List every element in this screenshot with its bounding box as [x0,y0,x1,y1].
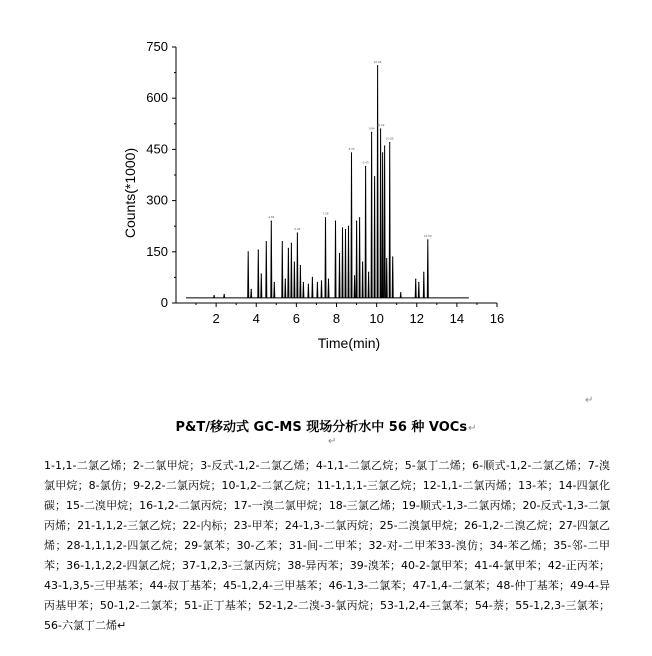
peak-point [356,220,357,221]
legend-item: 43-1,3,5-三甲基苯； [44,579,150,592]
peak-point [365,166,366,167]
legend-item: 4-1,1-二氯乙烷； [315,459,405,472]
x-tick-label: 10 [369,311,384,326]
peak-label: 10.06 [373,59,382,64]
legend-item: 45-1,2,4-三甲基苯； [223,579,329,592]
peak-point [351,152,352,153]
peak-point [348,226,349,227]
caption-text: P&T/移动式 GC-MS 现场分析水中 56 种 VOCs [175,420,468,435]
legend-item: 7-溴氯甲烷； [44,459,610,492]
peak-label: 6.03 [294,227,301,232]
legend-item: 54-萘； [474,599,516,612]
peak-point [415,279,416,280]
x-axis-label: Time(min) [317,335,381,351]
peak-point [312,277,313,278]
peak-point [374,176,375,177]
peak-point [392,256,393,257]
peak-point [359,217,360,218]
peak-point [362,261,363,262]
peak-point [214,295,215,296]
peak-label: 8.79 [348,146,355,151]
peak-label: 12.53 [424,233,432,238]
peak-label: 9.84 [368,126,375,131]
legend-item: 17-一溴二氯甲烷； [233,499,329,512]
peak-point [339,253,340,254]
peak-point [285,279,286,280]
legend-item: 28-1,1,1,2-四氯乙烷； [66,539,185,552]
peak-point [294,261,295,262]
peak-point [371,132,372,133]
peak-point [271,220,272,221]
y-tick-label: 150 [146,243,168,259]
legend-item: 41-4-氯甲苯； [474,559,548,572]
legend-item: 24-1,3-二氯丙烷； [284,519,380,532]
peak-point [297,232,298,233]
peak-point [303,282,304,283]
peak-point [266,241,267,242]
legend-item: 40-2-氯甲苯； [401,559,475,572]
peak-point [248,251,249,252]
legend-item: 20-反式-1,3-二氯丙烯； [44,499,611,532]
legend-item: 13-苯； [518,479,559,492]
legend-item: 53-1,2,4-三氯苯； [380,599,475,612]
peak-point [328,279,329,280]
legend-item: 29-氯苯； [184,539,237,552]
legend-item: 39-溴苯； [349,559,402,572]
legend-item: 56-六氯丁二烯↵ [44,619,127,632]
peak-point [274,282,275,283]
trace-line [186,66,469,298]
peak-label: 7.28 [322,211,329,216]
legend-item: 32-对-二甲苯 [368,539,438,552]
legend-item: 10-1,2-二氯乙烷； [221,479,317,492]
peak-point [345,229,346,230]
y-tick-label: 600 [146,90,168,106]
y-tick-label: 300 [146,192,168,208]
legend-item: 5-氯丁二烯； [404,459,473,472]
peak-point [261,273,262,274]
legend-item: 11-1,1,1-三氯乙烷； [316,479,423,492]
x-tick-label: 2 [212,311,220,326]
peak-point [380,128,381,129]
peak-label: 9.43 [362,160,369,165]
peak-point [423,272,424,273]
legend-item: 15-二溴甲烷； [66,499,140,512]
peak-label: 10.65 [385,136,394,141]
peak-point [377,65,378,66]
legend-item: 18-三氯乙烯； [328,499,402,512]
peak-point [317,282,318,283]
peak-point [291,243,292,244]
legend-item: 19-顺式-1,3-二氯丙烯； [401,499,523,512]
legend-item: 12-1,1-二氯丙烯； [422,479,519,492]
legend-item: 46-1,3-二氯苯； [328,579,413,592]
peak-point [368,272,369,273]
peak-point [288,248,289,249]
peak-label: 4.63 [268,215,275,220]
legend-item: 8-氯仿； [88,479,134,492]
x-tick-label: 16 [489,311,505,326]
legend-item: 27-四氯乙烯； [44,519,611,552]
peak-point [427,239,428,240]
peak-labels [268,60,431,238]
legend-item: 55-1,2,3-三氯苯； [515,599,610,612]
legend-item: 3-反式-1,2-二氯乙烯； [200,459,316,472]
legend-item: 44-叔丁基苯； [149,579,224,592]
legend-item: 14-四氯化碳； [44,479,611,512]
peak-point [251,289,252,290]
y-tick-label: 450 [146,141,168,157]
chromatogram-trace [186,65,469,298]
peak-point [282,241,283,242]
legend-item: 52-1,2-二溴-3-氯丙烷； [258,599,381,612]
legend-item: 34-苯乙烯； [489,539,554,552]
legend-item: 42-正丙苯； [547,559,611,572]
peak-point [354,275,355,276]
peak-point [386,258,387,259]
peak-point [308,284,309,285]
legend-item: 38-异丙苯； [287,559,350,572]
y-axis-label: Counts(*1000) [122,147,138,239]
legend-item: 49-4-异丙基甲苯； [44,579,611,612]
peak-point [342,227,343,228]
x-tick-label: 4 [252,311,260,326]
legend-item: 1-1,1-二氯乙烯； [44,459,133,472]
x-tick-label: 12 [409,311,424,326]
legend-item: 51-正丁基苯； [184,599,259,612]
legend-item: 21-1,1,2-三氯乙烷； [77,519,183,532]
peak-point [321,280,322,281]
peak-point [400,292,401,293]
peak-point [389,142,390,143]
peak-point [384,145,385,146]
legend-item: 23-甲苯； [233,519,285,532]
peak-point [325,217,326,218]
x-tick-label: 14 [449,311,465,326]
peak-point [224,294,225,295]
legend-item: 33-溴仿； [437,539,490,552]
legend-item: 31-间-二甲苯； [288,539,369,552]
x-tick-label: 6 [292,311,300,326]
x-tick-label: 8 [332,311,341,326]
legend-item: 37-1,2,3-三氯丙烷； [182,559,288,572]
legend-item: 6-顺式-1,2-二氯乙烯； [472,459,588,472]
peak-label: 10.22 [376,122,385,127]
legend-item: 26-1,2-二溴乙烷； [464,519,559,532]
legend-item: 2-二氯甲烷； [132,459,201,472]
peak-point [300,265,301,266]
compound-legend [44,456,610,636]
legend-item: 50-1,2-二氯苯； [99,599,185,612]
legend-item: 48-仲丁基苯； [496,579,570,592]
legend-item: 25-二溴氯甲烷； [379,519,465,532]
legend-item: 47-1,4-二氯苯； [412,579,497,592]
peak-point [382,152,383,153]
peak-point [335,220,336,221]
legend-item: 22-内标； [182,519,234,532]
caption-return-mark: ↵ [468,423,477,434]
y-tick-label: 0 [160,295,168,310]
legend-item: 9-2,2-二氯丙烷； [133,479,222,492]
legend-item: 30-乙苯； [236,539,289,552]
y-tick-label: 750 [146,39,168,54]
legend-item: 16-1,2-二氯丙烷； [139,499,234,512]
paragraph-mark: ↵ [585,395,594,406]
peak-point [258,249,259,250]
legend-item: 36-1,1,2,2-四氯乙烷； [66,559,183,572]
peak-point [418,282,419,283]
figure-caption [0,416,652,435]
caption-paragraph-mark: ↵ [328,436,337,447]
legend-item: 35-邻-二甲苯； [44,539,611,572]
